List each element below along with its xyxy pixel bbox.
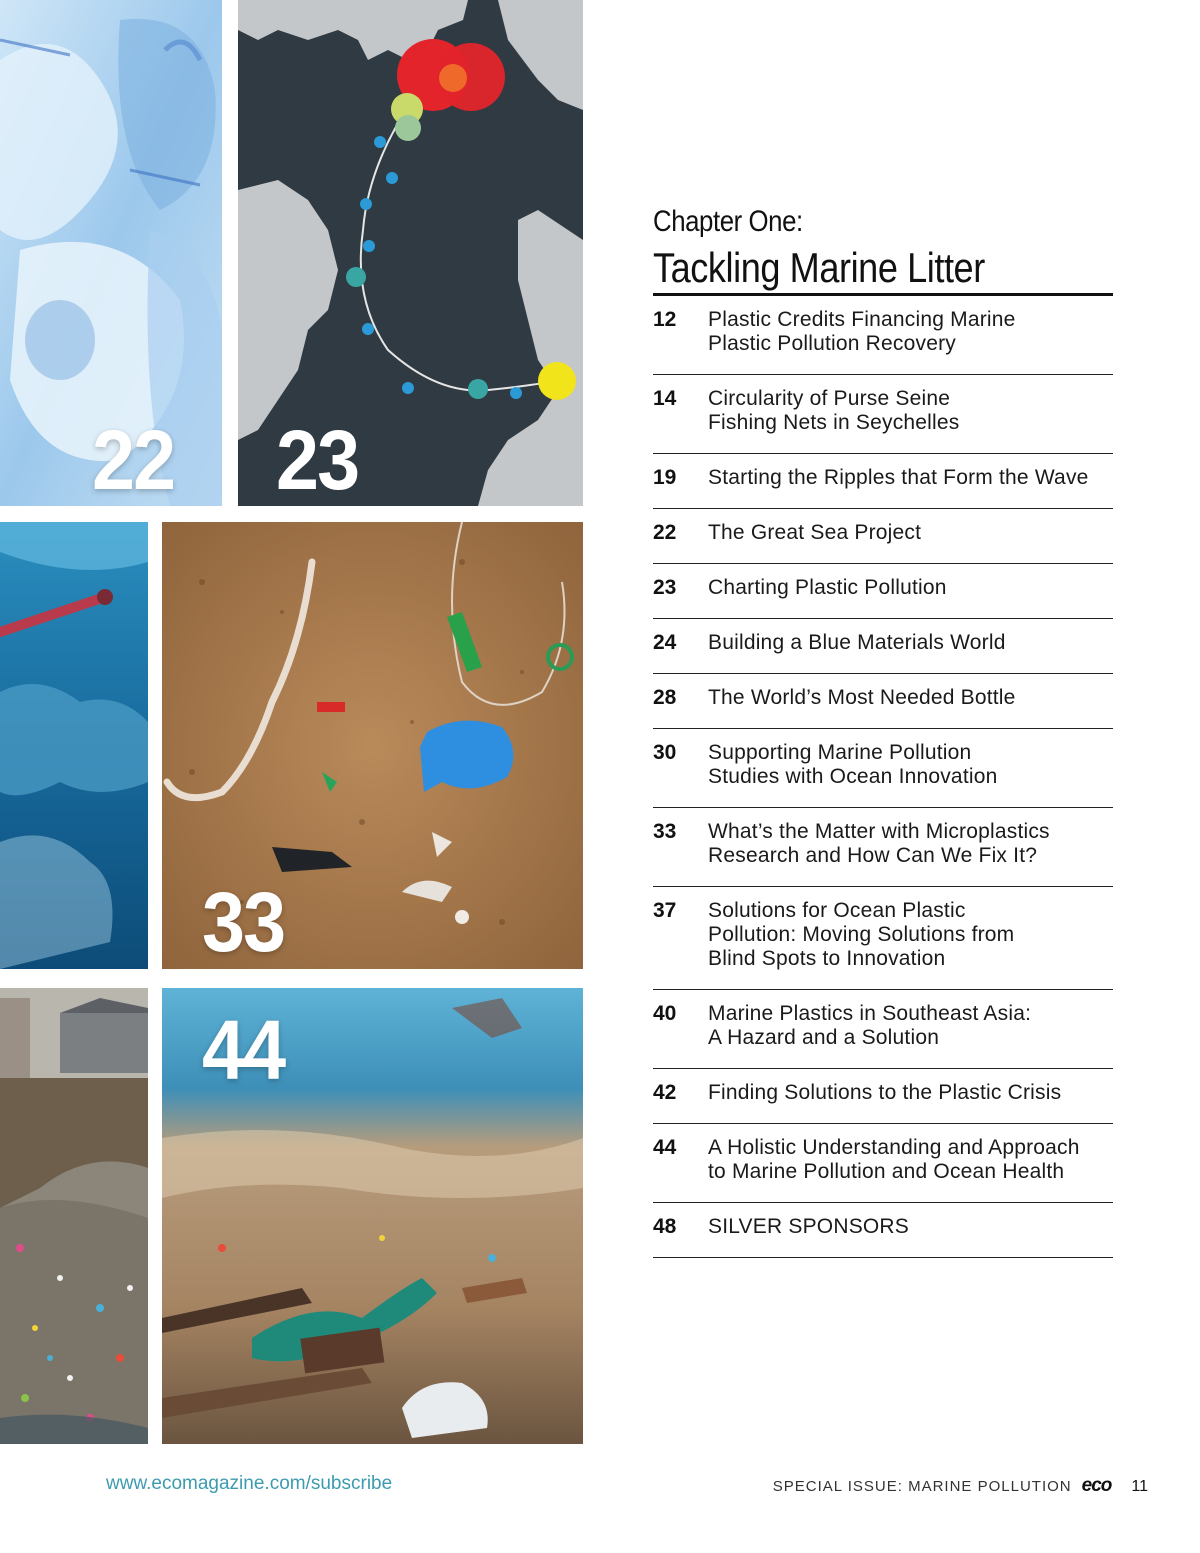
- toc-entry-page: 48: [653, 1215, 677, 1239]
- toc-entry[interactable]: [653, 375, 1113, 454]
- toc-entry[interactable]: [653, 674, 1113, 729]
- toc-entry-page: 24: [653, 631, 677, 655]
- toc-entry[interactable]: [653, 509, 1113, 564]
- toc-entry-page: 33: [653, 820, 677, 844]
- toc-entry-title: Building a Blue Materials World: [708, 631, 1006, 655]
- toc-entry-page: 44: [653, 1136, 677, 1160]
- chapter-label: Chapter One:: [653, 205, 803, 238]
- table-of-contents: [653, 205, 1113, 1258]
- chapter-title: Tackling Marine Litter: [653, 244, 985, 291]
- photo-shore-debris: [162, 988, 583, 1444]
- photo-underwater-plastic: [0, 522, 148, 969]
- page-number-33: 33: [202, 875, 285, 969]
- toc-entry-page: 22: [653, 521, 677, 545]
- toc-entry[interactable]: [653, 296, 1113, 375]
- toc-entry-title: Marine Plastics in Southeast Asia: A Hazard and a Solution: [708, 1002, 1032, 1050]
- toc-entry-title: Solutions for Ocean Plastic Pollution: Moving Solutions from Blind Spots to Innovation: [708, 899, 1015, 971]
- toc-entry-page: 40: [653, 1002, 677, 1026]
- toc-entry[interactable]: [653, 990, 1113, 1069]
- toc-entry-page: 23: [653, 576, 677, 600]
- photo-beach-debris: [162, 522, 583, 969]
- toc-entry-page: 42: [653, 1081, 677, 1105]
- toc-entry-title: Charting Plastic Pollution: [708, 576, 947, 600]
- page-number-22: 22: [92, 413, 175, 506]
- folio-page-number: 11: [1131, 1478, 1148, 1495]
- toc-entry[interactable]: [653, 454, 1113, 509]
- footer-info: [773, 1475, 1148, 1497]
- toc-entry-title: The World’s Most Needed Bottle: [708, 686, 1016, 710]
- toc-entry-title: A Holistic Understanding and Approach to Marine Pollution and Ocean Health: [708, 1136, 1080, 1184]
- toc-entry[interactable]: [653, 1124, 1113, 1203]
- toc-entry[interactable]: [653, 1069, 1113, 1124]
- photo-polluted-waterway: [0, 988, 148, 1444]
- toc-entry[interactable]: [653, 619, 1113, 674]
- subscribe-link[interactable]: www.ecomagazine.com/subscribe: [106, 1473, 393, 1494]
- photo-plastic-bottles: [0, 0, 222, 506]
- toc-entry[interactable]: [653, 729, 1113, 808]
- toc-entry-page: 28: [653, 686, 677, 710]
- toc-entry-title: Starting the Ripples that Form the Wave: [708, 466, 1089, 490]
- page-number-44: 44: [202, 1003, 285, 1097]
- eco-logo: eco: [1081, 1475, 1112, 1496]
- issue-label: SPECIAL ISSUE: MARINE POLLUTION: [772, 1478, 1072, 1495]
- toc-entry-title: Plastic Credits Financing Marine Plastic Pollution Recovery: [708, 308, 1016, 356]
- toc-entry[interactable]: [653, 887, 1113, 990]
- toc-entry-page: 37: [653, 899, 677, 923]
- toc-entry[interactable]: [653, 808, 1113, 887]
- toc-entry-title: The Great Sea Project: [708, 521, 922, 545]
- toc-entry-list: [653, 296, 1113, 1258]
- toc-entry-title: Finding Solutions to the Plastic Crisis: [708, 1081, 1062, 1105]
- toc-entry-page: 12: [653, 308, 677, 332]
- toc-entry-title: What’s the Matter with Microplastics Research and How Can We Fix It?: [708, 820, 1050, 868]
- toc-entry-page: 19: [653, 466, 677, 490]
- page-number-23: 23: [276, 413, 359, 506]
- toc-entry[interactable]: [653, 1203, 1113, 1258]
- map-graphic: [238, 0, 583, 506]
- toc-entry-title: Supporting Marine Pollution Studies with Ocean Innovation: [708, 741, 998, 789]
- toc-entry-page: 30: [653, 741, 677, 765]
- toc-entry-title: Circularity of Purse Seine Fishing Nets in Seychelles: [708, 387, 960, 435]
- toc-entry[interactable]: [653, 564, 1113, 619]
- toc-entry-page: 14: [653, 387, 677, 411]
- toc-entry-title: SILVER SPONSORS: [708, 1215, 910, 1239]
